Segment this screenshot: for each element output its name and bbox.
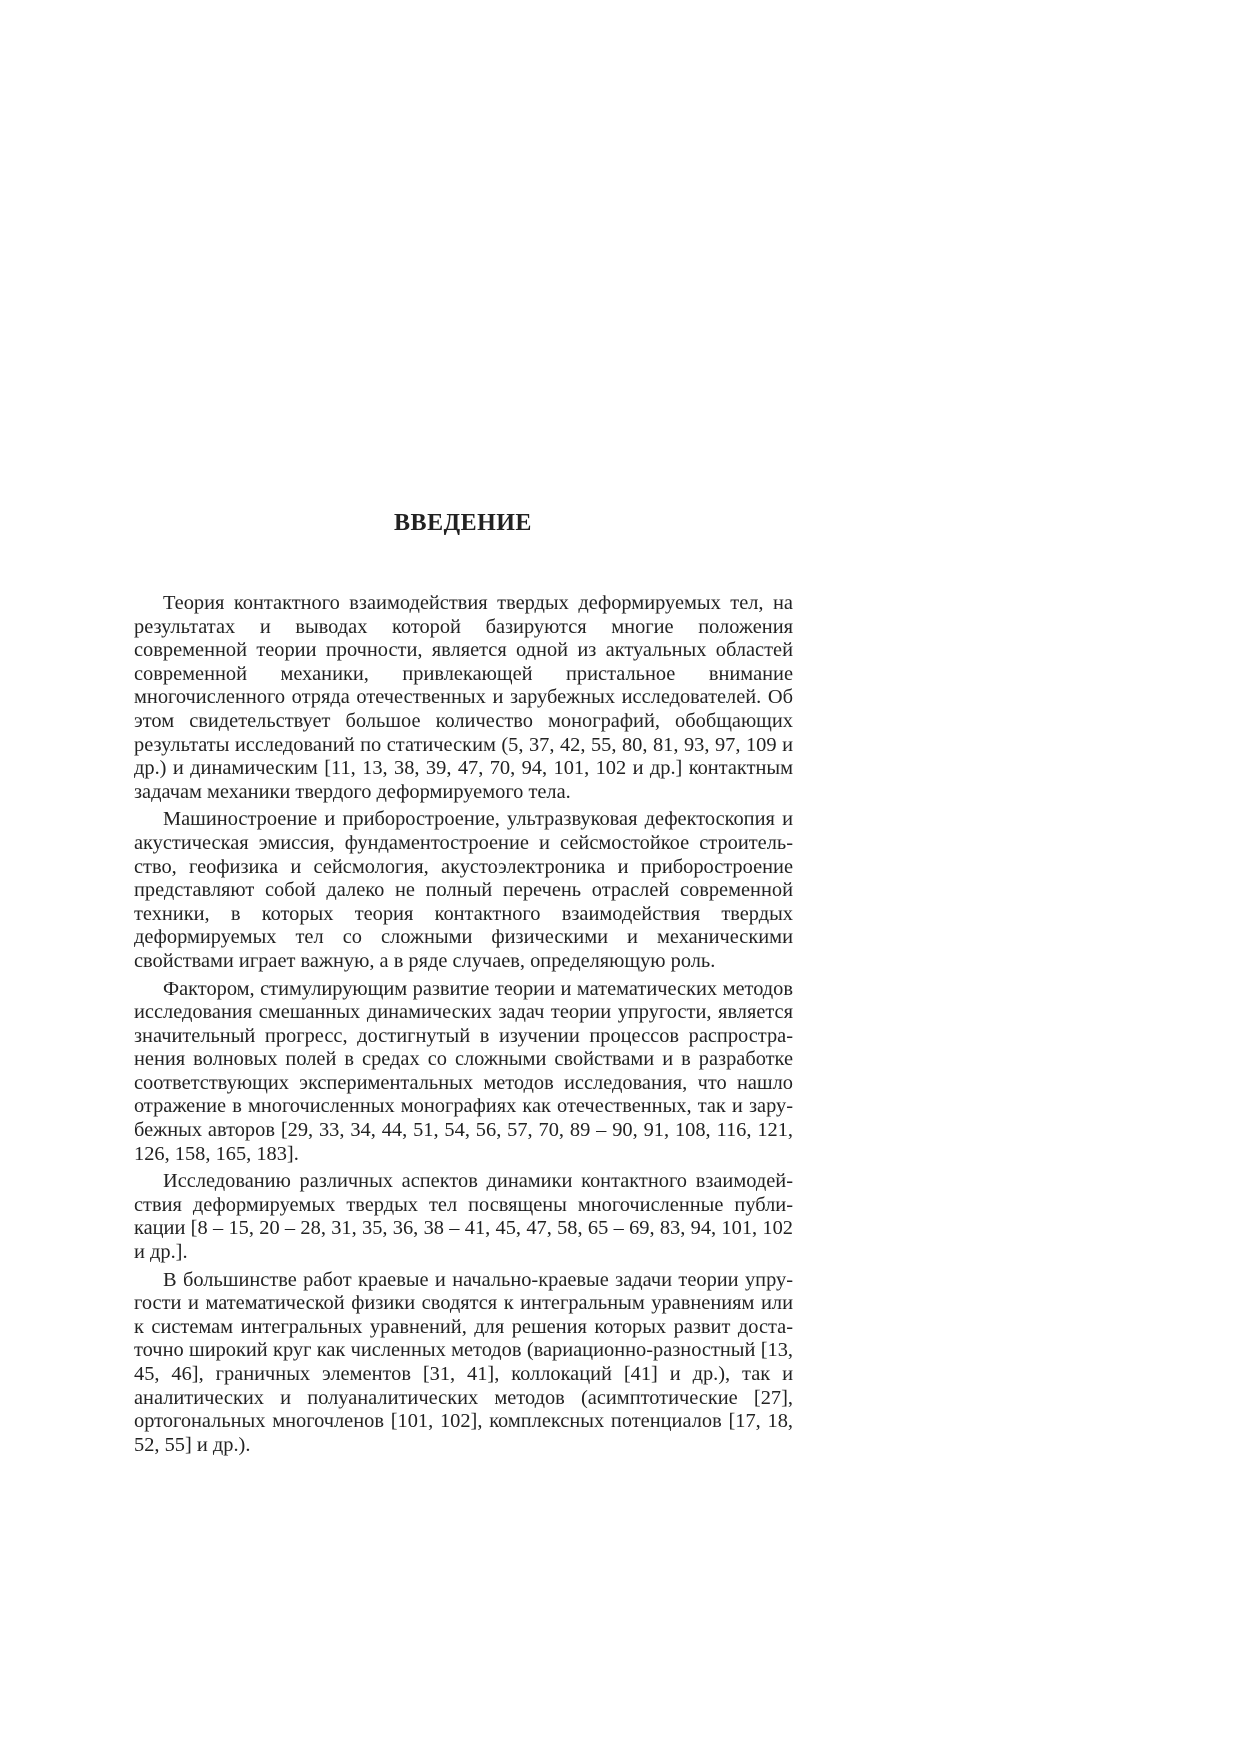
paragraph-3: Фактором, стимулирующим развитие теории и математических методов исследования смешанных динамических задач теории упругости, является значительный прогресс, достигнутый в изучении процессов распространения волновых полей в средах со сложными свойствами и в разработке соответствующих экспериментальных методов исследования, что нашло отражение в многочисленных монографиях как отечественных, так и зарубежных авторов [29, 33, 34, 44, 51, 54, 56, 57, 70, 89 – 90, 91, 108, 116, 121, 126, 158, 165, 183]. xyxy=(134,977,793,1165)
paragraph-4: Исследованию различных аспектов динамики контактного взаимодействия деформируемых твердых тел посвящены многочисленные публикации [8 – 15, 20 – 28, 31, 35, 36, 38 – 41, 45, 47, 58, 65 – 69, 83, 94, 101, 102 и др.]. xyxy=(134,1170,793,1264)
paragraph-5: В большинстве работ краевые и начально-краевые задачи теории упругости и математической физики сводятся к интегральным уравнениям или к системам интегральных уравнений, для решения которых развит достаточно широкий круг как численных методов (вариационно-разностный [13, 45, 46], граничных элементов [31, 41], коллокаций [41] и др.), так и аналитических и полуаналитических методов (асимптотические [27], ортогональных многочленов [101, 102], комплексных потенциалов [17, 18, 52, 55] и др.). xyxy=(134,1268,793,1456)
paragraph-2: Машиностроение и приборостроение, ультразвуковая дефектоскопия и акустическая эмиссия, фундаментостроение и сейсмостойкое строительство, геофизика и сейсмология, акустоэлектроника и приборостроение представляют собой далеко не полный перечень отраслей современной техники, в которых теория контактного взаимодействия твердых деформируемых тел со сложными физическими и механическими свойствами играет важную, а в ряде случаев, определяющую роль. xyxy=(134,808,793,972)
body-text xyxy=(134,592,793,1461)
section-heading: ВВЕДЕНИЕ xyxy=(394,510,532,536)
paragraph-1: Теория контактного взаимодействия твердых деформируемых тел, на результатах и выводах которой базируются многие положения современной теории прочности, является одной из актуальных областей современной механики, привлекающей пристальное внимание многочисленного отряда отечественных и зарубежных исследователей. Об этом свидетельствует большое количество монографий, обобщающих результаты исследований по статическим (5, 37, 42, 55, 80, 81, 93, 97, 109 и др.) и динамическим [11, 13, 38, 39, 47, 70, 94, 101, 102 и др.] контактным задачам механики твердого деформируемого тела. xyxy=(134,592,793,803)
